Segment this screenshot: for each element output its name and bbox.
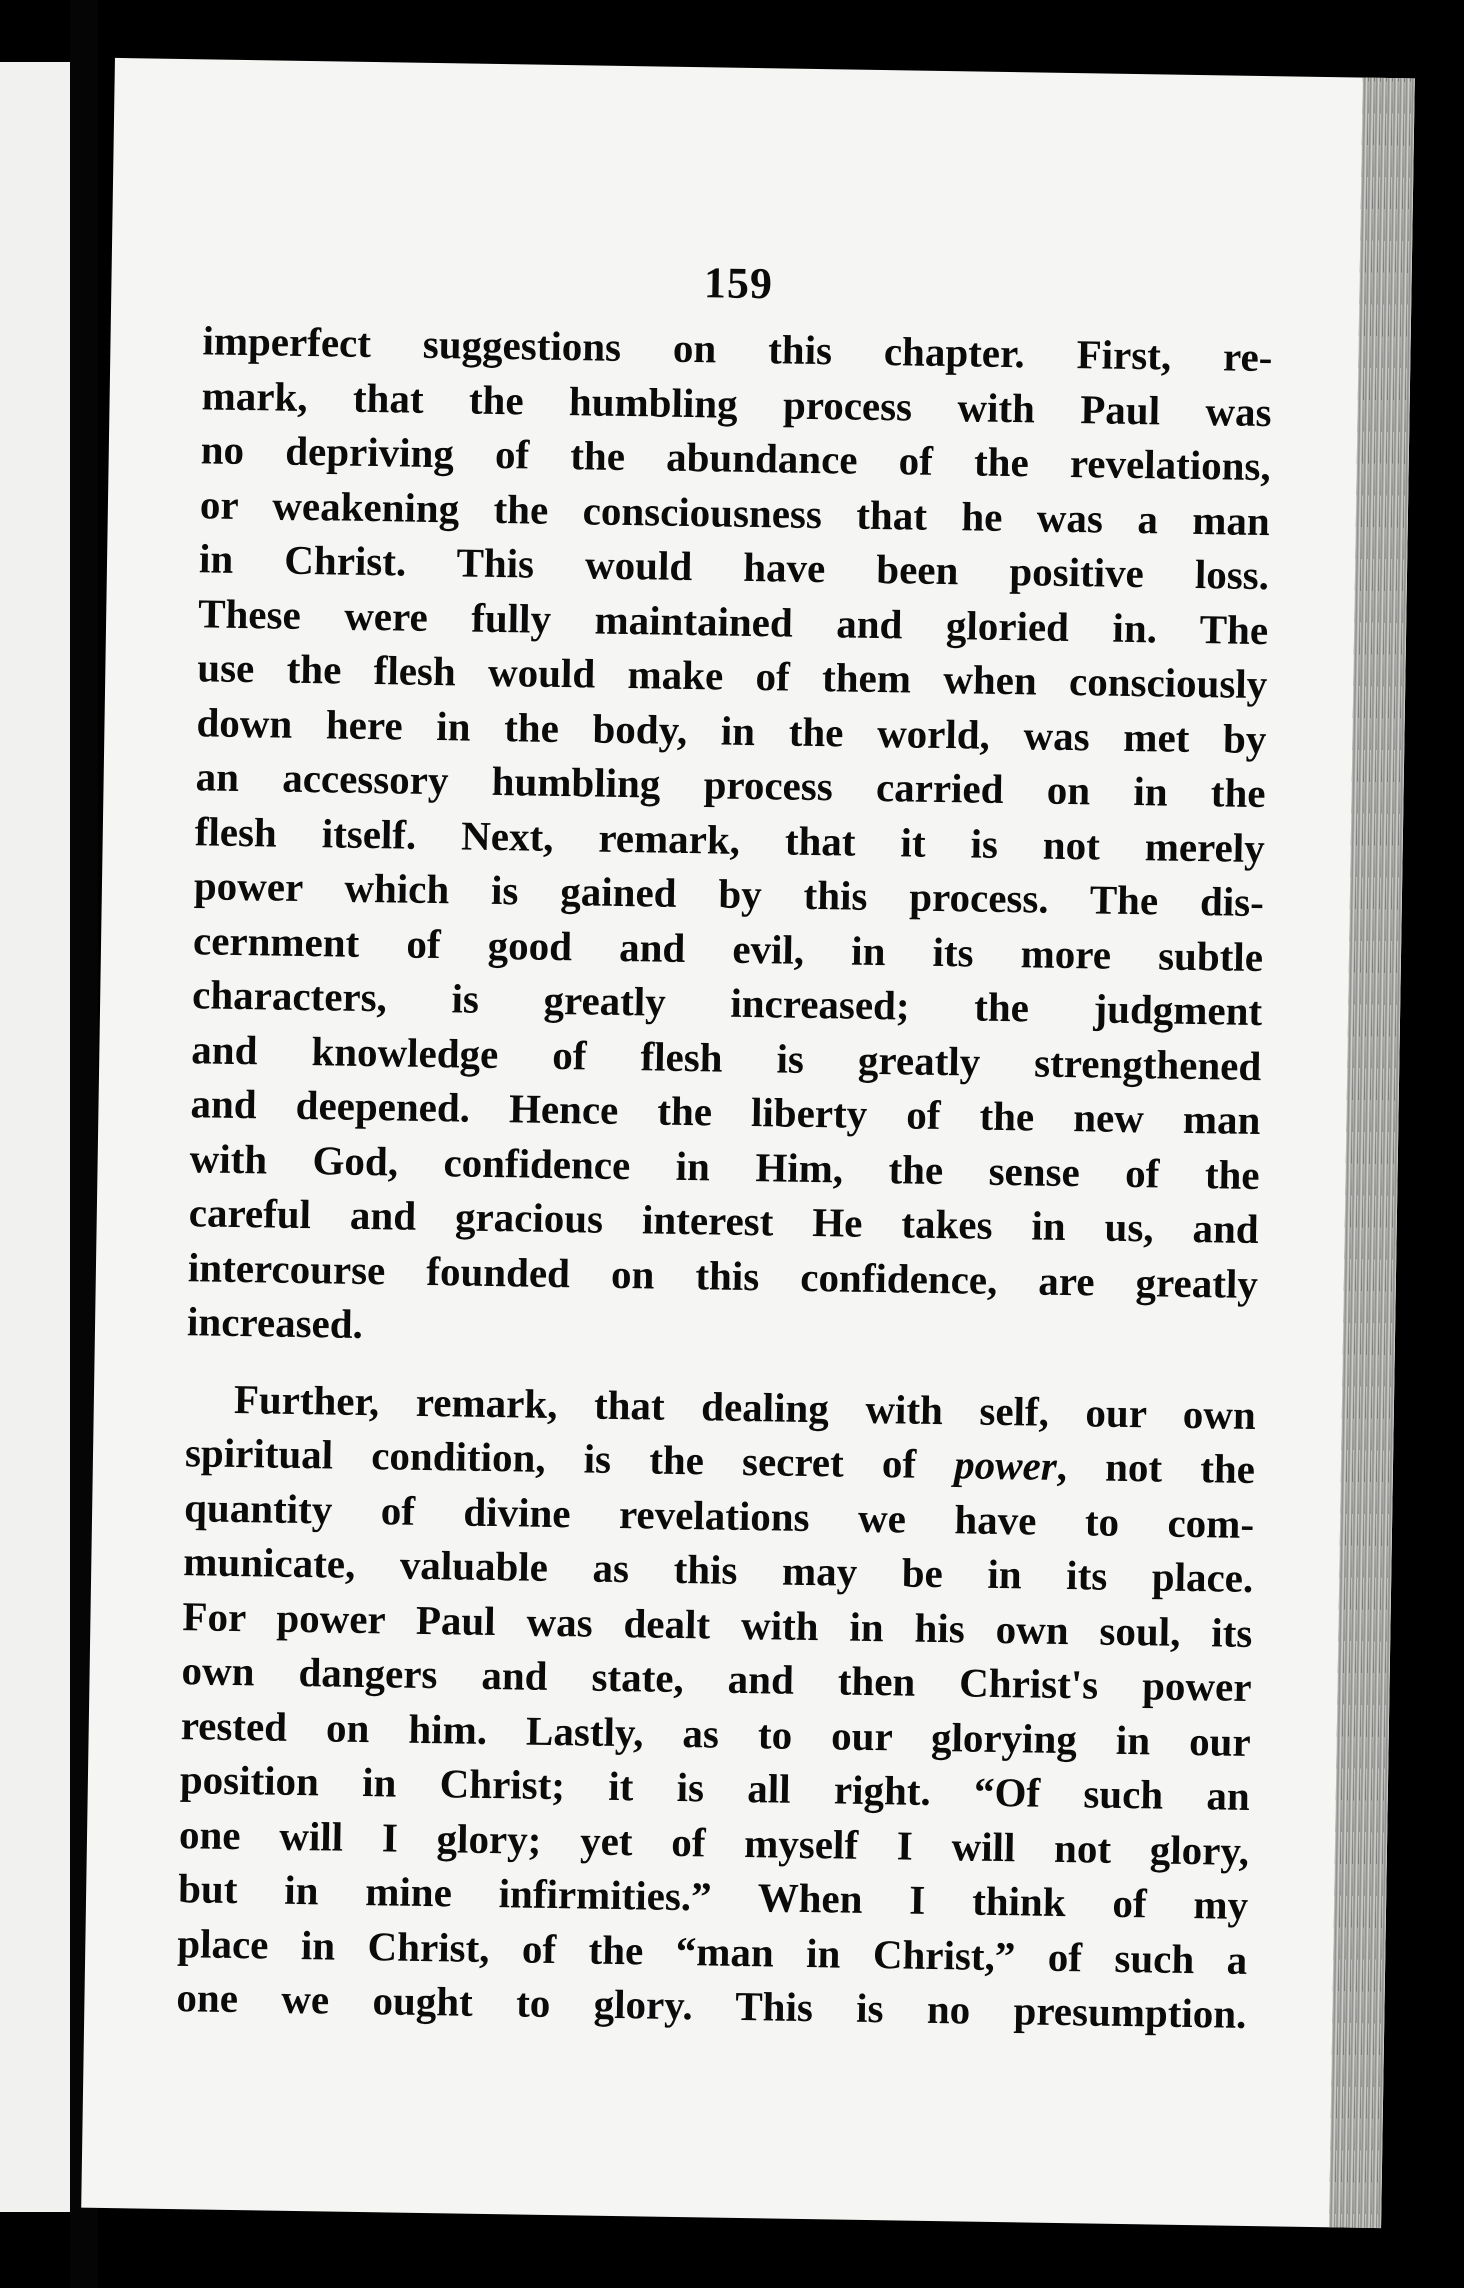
text-line: position in Christ; it is all right. “Of such an xyxy=(179,1756,1251,1819)
text-line: imperfect suggestions on this chapter. First, re- xyxy=(202,317,1273,381)
text-line: For power Paul was dealt with in his own soul, its xyxy=(182,1592,1253,1656)
text-line: in Christ. This would have been positive loss. xyxy=(198,535,1270,599)
text-line: intercourse founded on this confidence, are greatly xyxy=(187,1243,1259,1307)
text-line: careful and gracious interest He takes in us, and xyxy=(188,1189,1260,1253)
text-line: place in Christ, of the “man in Christ,” of such a xyxy=(177,1919,1248,1983)
emphasized-word: power xyxy=(953,1441,1058,1489)
text-line: or weakening the consciousness that he was a man xyxy=(199,480,1271,544)
text-line: power which is gained by this process. The dis- xyxy=(193,862,1265,926)
text-line: one we ought to glory. This is no presumption. xyxy=(176,1974,1247,2037)
text-line: cernment of good and evil, in its more subtle xyxy=(192,916,1264,980)
text-line: and knowledge of flesh is greatly strengthened xyxy=(191,1025,1262,1089)
book-page xyxy=(81,58,1415,2228)
text-line: increased. xyxy=(186,1298,364,1347)
paragraph-2 xyxy=(176,1371,1256,2042)
text-line: flesh itself. Next, remark, that it is not merely xyxy=(194,807,1266,871)
text-line: rested on him. Lastly, as to our glorying in our xyxy=(180,1701,1252,1765)
page-number: 159 xyxy=(703,258,774,309)
text-segment: spiritual condition, is the secret of xyxy=(184,1429,955,1488)
text-line: and deepened. Hence the liberty of the new man xyxy=(190,1080,1261,1144)
text-line: characters, is greatly increased; the judgment xyxy=(191,971,1263,1035)
page-text xyxy=(176,245,1274,2041)
text-segment: , not the xyxy=(1056,1442,1256,1493)
text-line: down here in the body, in the world, was met by xyxy=(196,698,1267,762)
text-line: one will I glory; yet of myself I will not glory, xyxy=(178,1810,1250,1874)
text-line: municate, valuable as this may be in its place. xyxy=(183,1538,1254,1601)
text-line: These were fully maintained and gloried in. The xyxy=(197,589,1269,653)
text-line: but in mine infirmities.” When I think of my xyxy=(177,1865,1249,1928)
text-line: no depriving of the abundance of the revelations, xyxy=(200,426,1272,490)
paragraph-1 xyxy=(187,313,1273,1365)
text-line: use the flesh would make of them when consciously xyxy=(197,644,1268,708)
page-stack-edge xyxy=(1329,78,1415,2229)
previous-page-edge xyxy=(0,62,70,2212)
text-line: with God, confidence in Him, the sense of the xyxy=(189,1134,1260,1198)
text-line: an accessory humbling process carried on in the xyxy=(195,753,1266,817)
text-line: quantity of divine revelations we have to com- xyxy=(183,1483,1255,1547)
text-line: mark, that the humbling process with Paul was xyxy=(201,371,1272,435)
text-line: own dangers and state, and then Christ's power xyxy=(181,1647,1252,1710)
text-line: Further, remark, that dealing with self, our own xyxy=(233,1375,1257,1438)
